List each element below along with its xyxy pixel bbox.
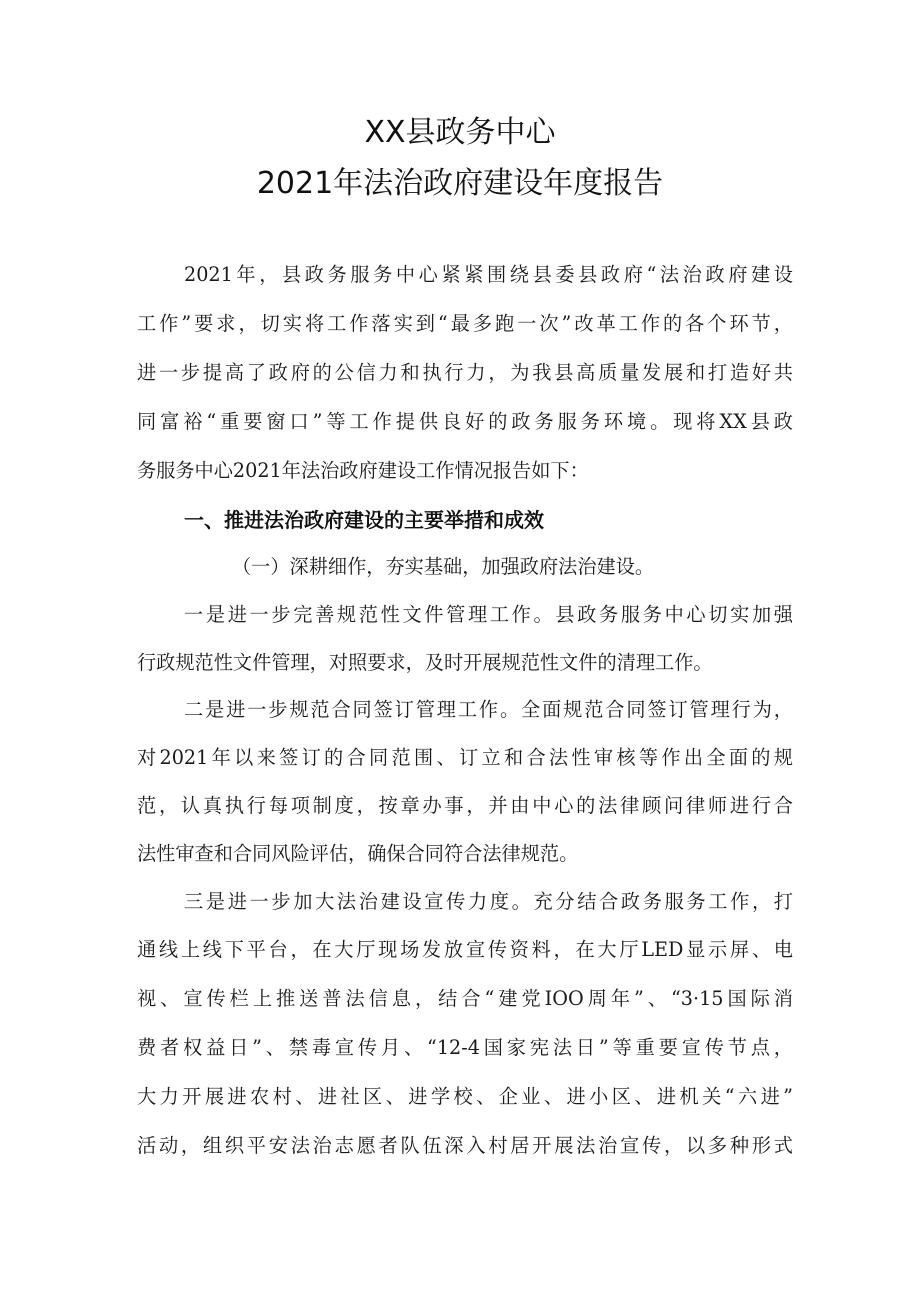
paragraph-line: 法性审查和合同风险评估，确保合同符合法律规范。 bbox=[137, 842, 579, 865]
paragraph-line: 范，认真执行每项制度，按章办事，并由中心的法律顾问律师进行合 bbox=[137, 794, 793, 817]
document-title-line-2: 2021年法治政府建设年度报告 bbox=[256, 166, 664, 201]
intro-line: 2021年，县政务服务中心紧紧围绕县委县政府“法治政府建设 bbox=[184, 263, 793, 286]
paragraph-line: 三是进一步加大法治建设宣传力度。充分结合政务服务工作，打 bbox=[184, 890, 793, 913]
intro-line: 工作”要求，切实将工作落实到“最多跑一次”改革工作的各个环节， bbox=[137, 312, 793, 335]
intro-line: 同富裕“重要窗口”等工作提供良好的政务服务环境。现将XX县政 bbox=[137, 410, 793, 433]
paragraph-line: 对2021年以来签订的合同范围、订立和合法性审核等作出全面的规 bbox=[137, 746, 793, 769]
intro-line: 进一步提高了政府的公信力和执行力，为我县高质量发展和打造好共 bbox=[137, 361, 793, 384]
paragraph-line: 大力开展进农村、进社区、进学校、企业、进小区、进机关“六进” bbox=[137, 1085, 793, 1108]
intro-line: 务服务中心2021年法治政府建设工作情况报告如下： bbox=[137, 459, 589, 482]
paragraph-line: 通线上线下平台，在大厅现场发放宣传资料，在大厅LED显示屏、电 bbox=[137, 938, 793, 961]
paragraph-line: 一是进一步完善规范性文件管理工作。县政务服务中心切实加强 bbox=[184, 603, 793, 626]
paragraph-line: 行政规范性文件管理，对照要求，及时开展规范性文件的清理工作。 bbox=[137, 651, 713, 674]
subsection-heading: （一）深耕细作，夯实基础，加强政府法治建设。 bbox=[232, 555, 655, 578]
document-title-line-1: XX县政务中心 bbox=[364, 115, 556, 150]
paragraph-line: 活动，组织平安法治志愿者队伍深入村居开展法治宣传，以多种形式 bbox=[137, 1134, 793, 1157]
paragraph-line: 二是进一步规范合同签订管理工作。全面规范合同签订管理行为， bbox=[184, 698, 793, 721]
paragraph-line: 费者权益日”、禁毒宣传月、“12-4国家宪法日”等重要宣传节点， bbox=[137, 1036, 793, 1059]
section-heading: 一、推进法治政府建设的主要举措和成效 bbox=[184, 508, 544, 532]
paragraph-line: 视、宣传栏上推送普法信息，结合“建党IOO周年”、“3·15国际消 bbox=[137, 987, 793, 1010]
